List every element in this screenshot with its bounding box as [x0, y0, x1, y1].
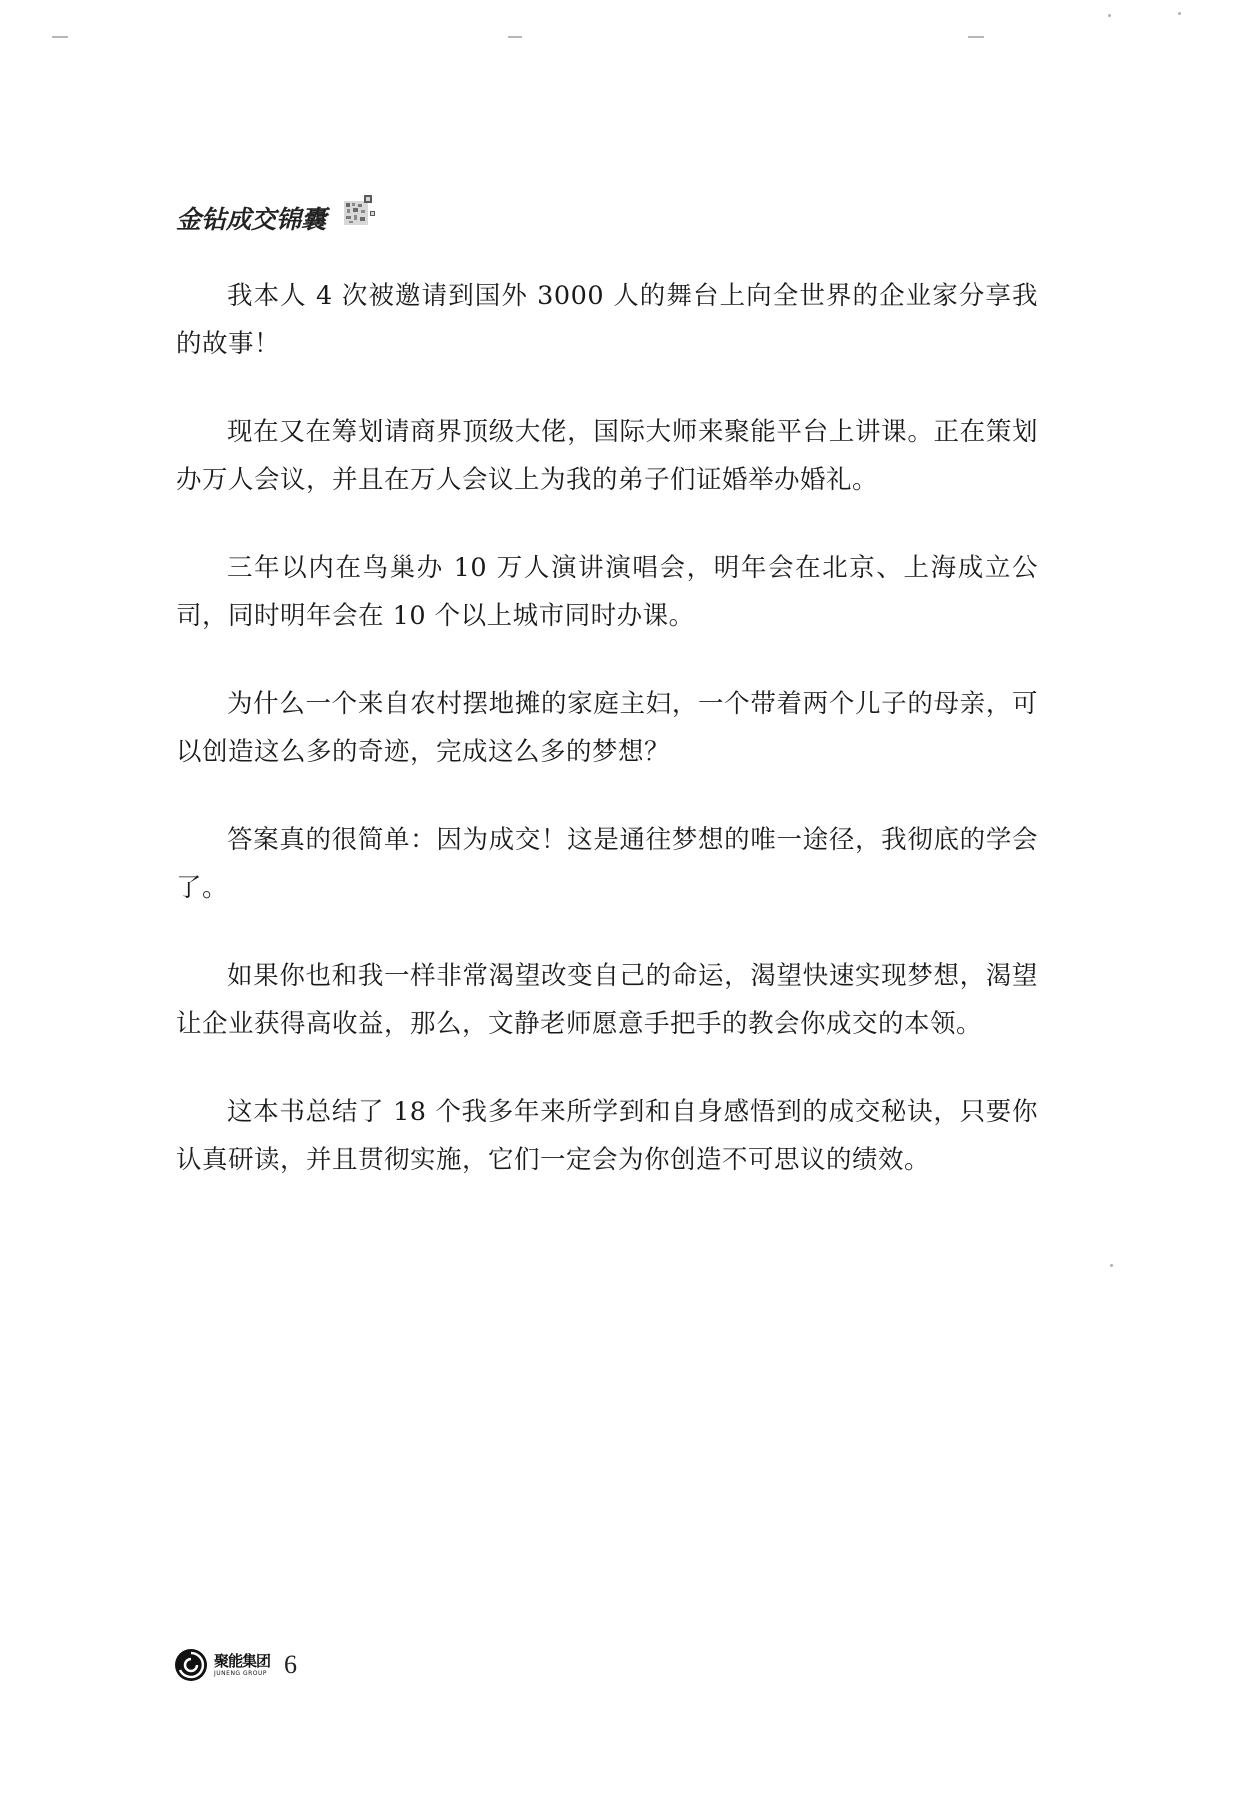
page-number: 6	[284, 1650, 298, 1679]
section-heading: 金钻成交锦囊	[176, 205, 327, 234]
logo-english-name: JUNENG GROUP	[214, 1669, 268, 1677]
paragraph: 现在又在筹划请商界顶级大佬，国际大师来聚能平台上讲课。正在策划办万人会议，并且在万人会议上为我的弟子们证婚举办婚礼。	[176, 417, 1038, 495]
scan-artifact	[1110, 1264, 1113, 1267]
page-footer	[174, 1648, 297, 1682]
paragraph: 如果你也和我一样非常渴望改变自己的命运，渴望快速实现梦想，渴望让企业获得高收益，那么，文静老师愿意手把手的教会你成交的本领。	[176, 961, 1038, 1039]
body-text	[176, 272, 1038, 1224]
scan-artifact	[52, 36, 68, 38]
paragraph: 为什么一个来自农村摆地摊的家庭主妇，一个带着两个儿子的母亲，可以创造这么多的奇迹，完成这么多的梦想？	[176, 689, 1038, 767]
paragraph: 三年以内在鸟巢办 10 万人演讲演唱会，明年会在北京、上海成立公司，同时明年会在 10 个以上城市同时办课。	[176, 553, 1038, 631]
paragraph: 我本人 4 次被邀请到国外 3000 人的舞台上向全世界的企业家分享我的故事！	[176, 281, 1038, 359]
juneng-logo-icon	[174, 1648, 208, 1682]
scan-artifact	[1108, 14, 1111, 17]
paragraph: 这本书总结了 18 个我多年来所学到和自身感悟到的成交秘诀，只要你认真研读，并且贯彻实施，它们一定会为你创造不可思议的绩效。	[176, 1097, 1038, 1175]
logo-chinese-name: 聚能集团	[214, 1651, 271, 1670]
scan-artifact	[508, 36, 522, 38]
qr-code-icon	[342, 195, 376, 229]
logo-text	[214, 1651, 271, 1677]
scan-artifact	[1178, 12, 1181, 15]
paragraph: 答案真的很简单：因为成交！这是通往梦想的唯一途径，我彻底的学会了。	[176, 825, 1038, 903]
section-heading-row	[176, 200, 376, 236]
scan-artifact	[968, 36, 984, 38]
